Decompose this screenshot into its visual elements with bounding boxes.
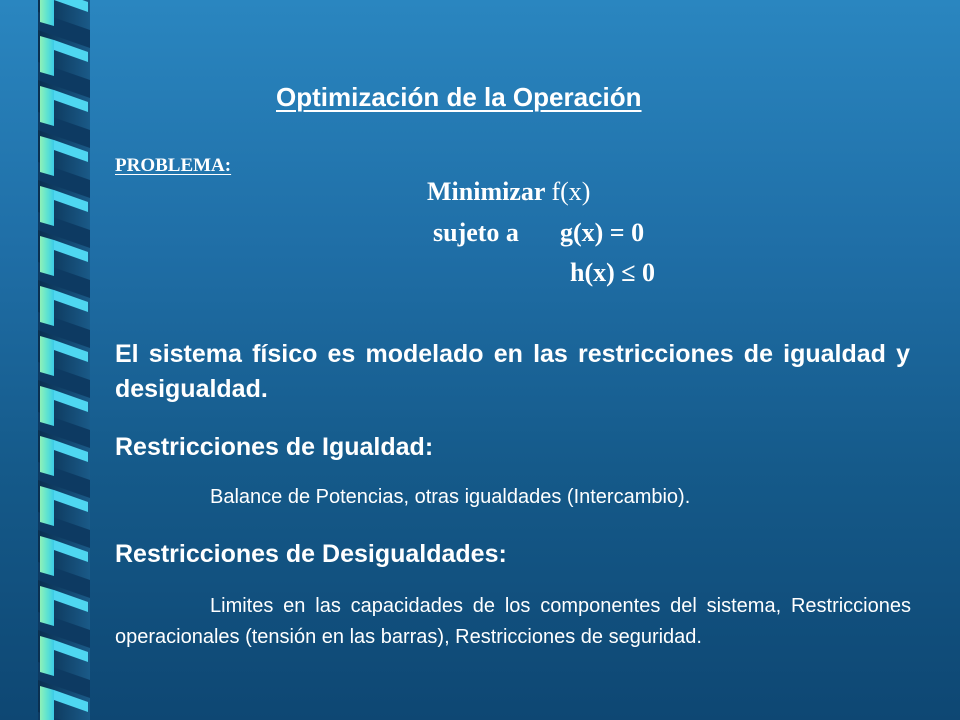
ribbon-highlight-segment	[40, 186, 54, 226]
equality-constraints-heading: Restricciones de Igualdad:	[115, 433, 434, 461]
equality-constraints-text: Balance de Potencias, otras igualdades (Intercambio).	[210, 486, 691, 508]
constraint-line-equality	[433, 218, 644, 248]
equality-constraint-expression: g(x) = 0	[559, 218, 645, 247]
ribbon-highlight-segment	[40, 0, 54, 26]
decorative-ribbon-strip	[38, 0, 90, 720]
objective-expression: f(x)	[551, 177, 591, 206]
inequality-constraints-text-block	[115, 591, 911, 653]
inequality-constraints-heading: Restricciones de Desigualdades:	[115, 540, 507, 568]
ribbon-highlight-segment	[40, 36, 54, 76]
ribbon-highlight-segment	[40, 86, 54, 126]
ribbon-highlight-segment	[40, 286, 54, 326]
model-description-paragraph: El sistema físico es modelado en las restricciones de igualdad y desigualdad.	[115, 340, 910, 403]
inequality-constraints-text: Limites en las capacidades de los componentes del sistema, Restricciones operacionales (tensión en las barras), Restricciones de seguridad.	[115, 595, 911, 648]
ribbon-highlight-segment	[40, 236, 54, 276]
ribbon-highlight-segment	[40, 586, 54, 626]
ribbon-highlight-segment	[40, 136, 54, 176]
objective-line	[427, 177, 590, 207]
subject-to-word: sujeto a	[433, 218, 519, 247]
ribbon-highlight-segment	[40, 536, 54, 576]
ribbon-highlight-segment	[40, 686, 54, 720]
minimize-word: Minimizar	[427, 177, 545, 206]
problem-label: PROBLEMA:	[115, 155, 232, 176]
ribbon-highlight-segment	[40, 436, 54, 476]
ribbon-highlight-segment	[40, 386, 54, 426]
slide-title: Optimización de la Operación	[276, 82, 642, 112]
inequality-constraint-expression: h(x) ≤ 0	[570, 258, 656, 287]
ribbon-highlight-segment	[40, 336, 54, 376]
ribbon-highlight-segment	[40, 636, 54, 676]
ribbon-highlight-segment	[40, 486, 54, 526]
